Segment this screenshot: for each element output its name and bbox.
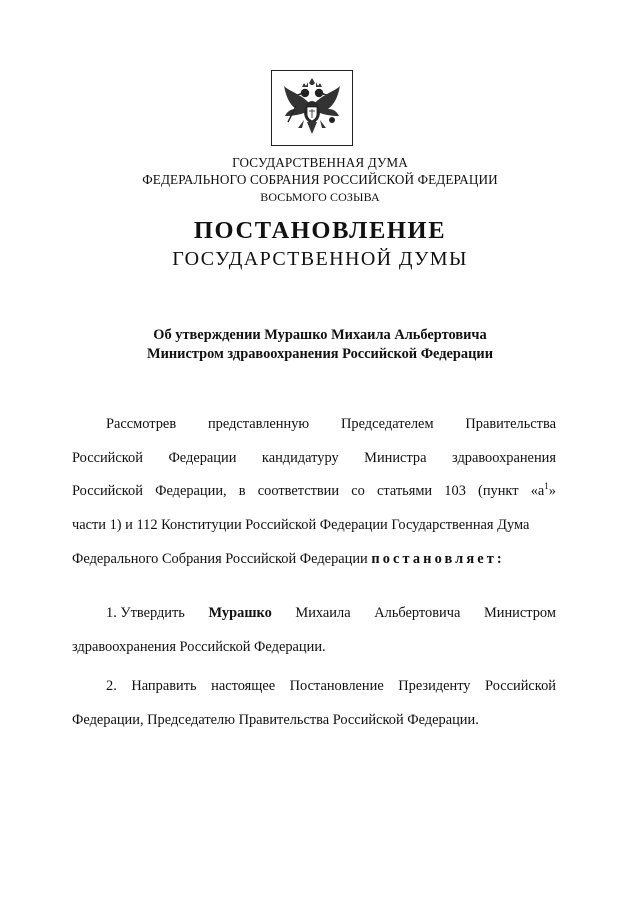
word: Председателем <box>341 416 434 432</box>
word: Министра <box>364 450 427 466</box>
item-1-lead <box>106 604 185 622</box>
item-1-line-1 <box>106 604 556 622</box>
document-type-heading: ПОСТАНОВЛЕНИЕ <box>193 217 447 244</box>
preamble-text: Федерального Собрания Российской Федерации <box>72 551 372 567</box>
resolves-keyword: постановляет: <box>371 551 505 567</box>
word: Постановление <box>289 678 384 694</box>
word: Российской <box>72 483 143 499</box>
word: Рассмотрев <box>106 416 177 432</box>
resolution-title-line-1: Об утверждении Мурашко Михаила Альбертовича <box>153 327 487 343</box>
document-issuer-heading: ГОСУДАРСТВЕННОЙ ДУМЫ <box>172 248 468 270</box>
paragraph-reference <box>531 482 556 500</box>
word: кандидатуру <box>261 450 339 466</box>
word: «а <box>530 483 545 499</box>
item-1-line-2: здравоохранения Российской Федерации. <box>72 639 326 655</box>
word: Министром <box>483 605 556 621</box>
word: со <box>351 483 365 499</box>
appointee-surname: Мурашко <box>208 605 272 621</box>
preamble-line-5 <box>72 550 556 568</box>
word: 103 <box>444 483 466 499</box>
resolution-title-line-2: Министром здравоохранения Российской Федерации <box>146 346 493 362</box>
word: статьями <box>376 483 433 499</box>
preamble-line-4: части 1) и 112 Конституции Российской Федерации Государственная Дума <box>72 517 530 533</box>
word: Федерации, <box>155 483 227 499</box>
word: Президенту <box>398 678 471 694</box>
word: Российской <box>72 450 143 466</box>
word: настоящее <box>211 678 276 694</box>
word: представленную <box>207 416 310 432</box>
preamble-line-3 <box>72 482 556 500</box>
item-2-line-1 <box>106 677 556 695</box>
word: 2. <box>106 678 117 694</box>
org-name-line-2: ФЕДЕРАЛЬНОГО СОБРАНИЯ РОССИЙСКОЙ ФЕДЕРАЦИИ <box>142 172 498 187</box>
word: Утвердить <box>120 605 185 621</box>
word: соответствии <box>257 483 340 499</box>
word: Правительства <box>465 416 556 432</box>
word: Российской <box>485 678 556 694</box>
word: (пункт <box>478 483 519 499</box>
word: в <box>238 483 246 499</box>
word: Михаила <box>295 605 351 621</box>
convocation-line: ВОСЬМОГО СОЗЫВА <box>260 190 380 204</box>
item-2-line-2: Федерации, Председателю Правительства Российской Федерации. <box>72 712 479 728</box>
preamble-line-1 <box>106 415 556 433</box>
state-emblem-frame <box>271 70 353 146</box>
preamble-line-2 <box>72 449 556 467</box>
word: Направить <box>131 678 197 694</box>
word: Альбертовича <box>374 605 461 621</box>
org-name-line-1: ГОСУДАРСТВЕННАЯ ДУМА <box>232 155 408 170</box>
closing-quote: » <box>548 483 556 499</box>
superscript-1: 1 <box>544 481 549 492</box>
item-number: 1. <box>106 605 117 621</box>
word: Федерации <box>168 450 237 466</box>
double-headed-eagle-emblem-icon <box>280 76 344 142</box>
word: здравоохранения <box>452 450 556 466</box>
